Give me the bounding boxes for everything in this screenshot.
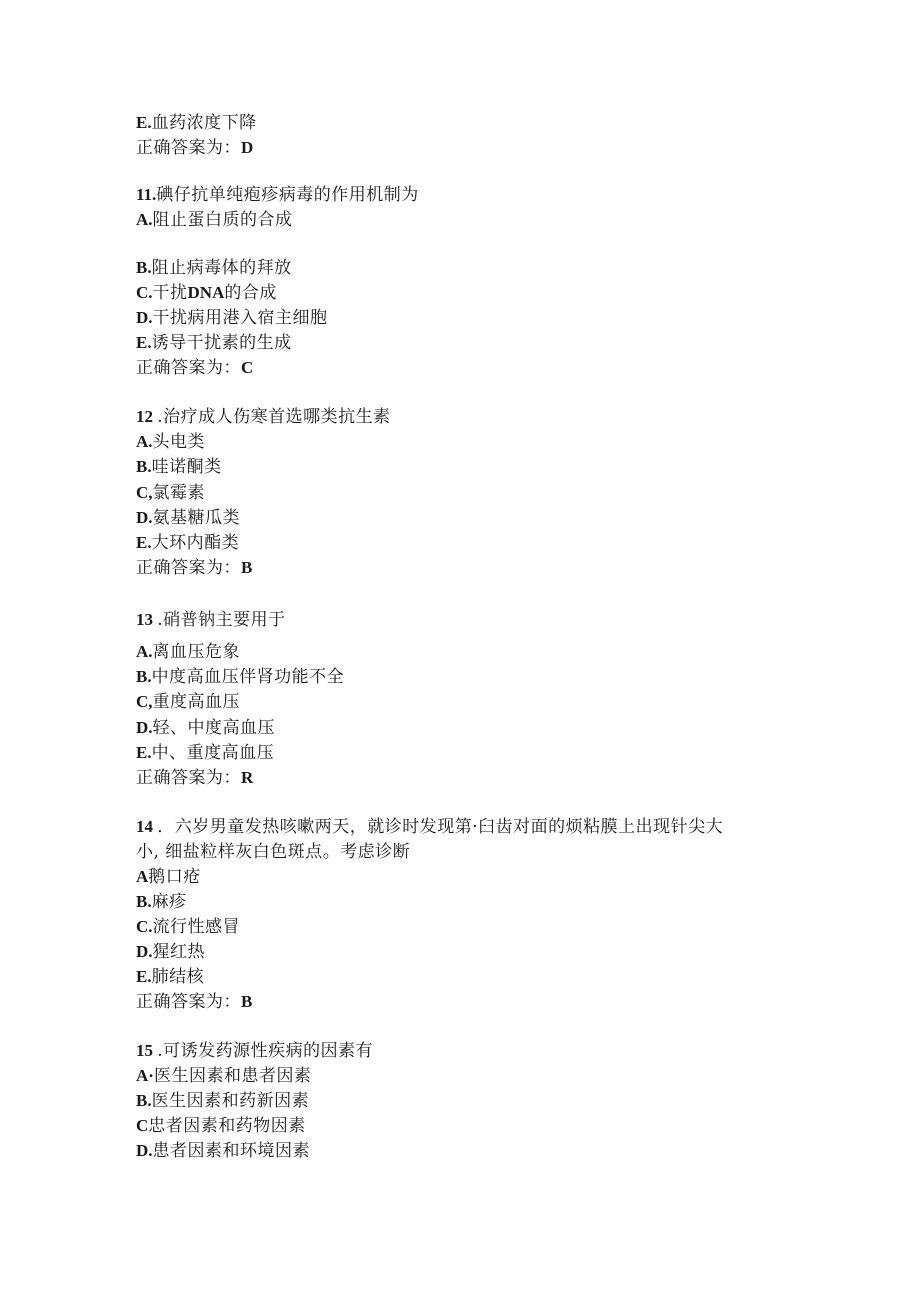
option-b [136,666,344,688]
question-14 [136,816,723,838]
option-text: 麻疹 [151,892,187,912]
option-text: 大环内酯类 [151,533,240,553]
option-label: A. [136,210,153,229]
question-15 [136,1040,373,1062]
option-d [136,1140,310,1162]
option-d [136,507,240,529]
answer-prefix: 正确答案为： [136,558,241,578]
answer-value: B [241,558,253,577]
question-text: 碘仔抗单纯疱疹病毒的作用机制为 [156,185,419,205]
option-label: A. [136,432,153,451]
option-label: E. [136,333,152,352]
option-text: 氯霉素 [152,483,206,503]
answer-prefix: 正确答案为： [136,768,241,788]
option-e [136,112,257,134]
option-b [136,456,222,478]
question-text: 小, 细盐粒样灰白色斑点。考虑诊断 [136,842,411,862]
option-label: B. [136,892,152,911]
option-a [136,1065,311,1087]
option-b [136,257,292,279]
question-number: 15 [136,1041,158,1060]
option-text: 氨基糖瓜类 [152,508,241,528]
option-c [136,1115,306,1137]
option-text: 忠者因素和药物因素 [148,1116,306,1136]
option-label: B. [136,258,152,277]
answer-line [136,991,252,1013]
question-14-continued [136,841,410,863]
option-text: 肺结核 [151,967,205,987]
option-e [136,532,239,554]
option-text: 阻止病毒体的拜放 [151,258,292,278]
option-label: E. [136,113,152,132]
option-d [136,717,275,739]
option-text: 诱导干扰素的生成 [151,333,292,353]
option-label: C, [136,692,153,711]
option-text: 离血压危象 [152,642,241,662]
option-text: 流行性感冒 [152,917,241,937]
option-label: C. [136,917,153,936]
option-text: 医生因素和药新因素 [151,1091,310,1111]
option-label: C [136,1116,149,1135]
answer-value: R [241,768,254,787]
option-text: 阻止蛋白质的合成 [152,210,293,230]
question-11 [136,184,419,206]
answer-prefix: 正确答案为： [136,358,241,378]
question-13 [136,609,286,631]
question-number: 11. [136,185,157,204]
option-c [136,482,205,504]
option-text: 患者因素和环境因素 [152,1141,311,1161]
question-number: 14 [136,817,158,836]
option-text: 鹅口疮 [148,867,201,887]
option-label: B. [136,667,152,686]
option-label: C, [136,483,153,502]
option-b [136,1090,309,1112]
answer-value: D [241,138,254,157]
option-label: D. [136,1141,153,1160]
option-text-tail: 的合成 [224,283,277,303]
option-label: D. [136,718,153,737]
option-a [136,866,201,888]
option-label: E. [136,967,152,986]
option-text: 血药浓度下降 [151,113,257,133]
question-text: .硝普钠主要用于 [157,610,286,630]
option-label: A. [136,642,153,661]
answer-line [136,137,253,159]
option-d [136,307,328,329]
question-text: ．六岁男童发热咳嗽两天，就诊时发现第·臼齿对面的烦粘膜上出现针尖大 [157,817,724,837]
option-e [136,332,292,354]
question-number: 12 [136,407,158,426]
option-label: D. [136,308,153,327]
option-c [136,916,240,938]
answer-value: B [241,992,253,1011]
answer-prefix: 正确答案为： [136,138,241,158]
option-label: E. [136,743,152,762]
option-text: 头电类 [152,432,206,452]
answer-line [136,357,253,379]
option-b [136,891,187,913]
question-text: .可诱发药源性疾病的因素有 [157,1041,374,1061]
option-label: E. [136,533,152,552]
option-a [136,431,205,453]
option-label: B. [136,1091,152,1110]
option-d [136,941,205,963]
option-label: C. [136,283,153,302]
option-e [136,966,204,988]
option-text: 中、重度高血压 [151,743,275,763]
option-text: 中度高血压伴肾功能不全 [151,667,345,687]
answer-line [136,557,252,579]
option-label: A [136,867,149,886]
option-text: 哇诺酮类 [151,457,222,477]
option-label: B. [136,457,152,476]
option-label: D. [136,942,153,961]
answer-prefix: 正确答案为： [136,992,241,1012]
question-number: 13 [136,610,158,629]
option-e [136,742,274,764]
option-text: 干扰 [152,283,188,303]
question-12 [136,406,391,428]
option-text: 猩红热 [152,942,206,962]
option-text: 重度高血压 [152,692,241,712]
answer-value: C [241,358,254,377]
question-text: .治疗成人伤寒首选哪类抗生素 [157,407,391,427]
option-text: 轻、中度高血压 [152,718,276,738]
option-c [136,691,240,713]
option-a [136,641,240,663]
option-text: 医生因素和患者因素 [153,1066,312,1086]
option-c [136,282,277,304]
option-label: D. [136,508,153,527]
option-text: 干扰病用港入宿主细胞 [152,308,328,328]
option-a [136,209,293,231]
answer-line [136,767,253,789]
option-text-bold: DNA [187,283,225,302]
option-label: A· [136,1066,154,1085]
